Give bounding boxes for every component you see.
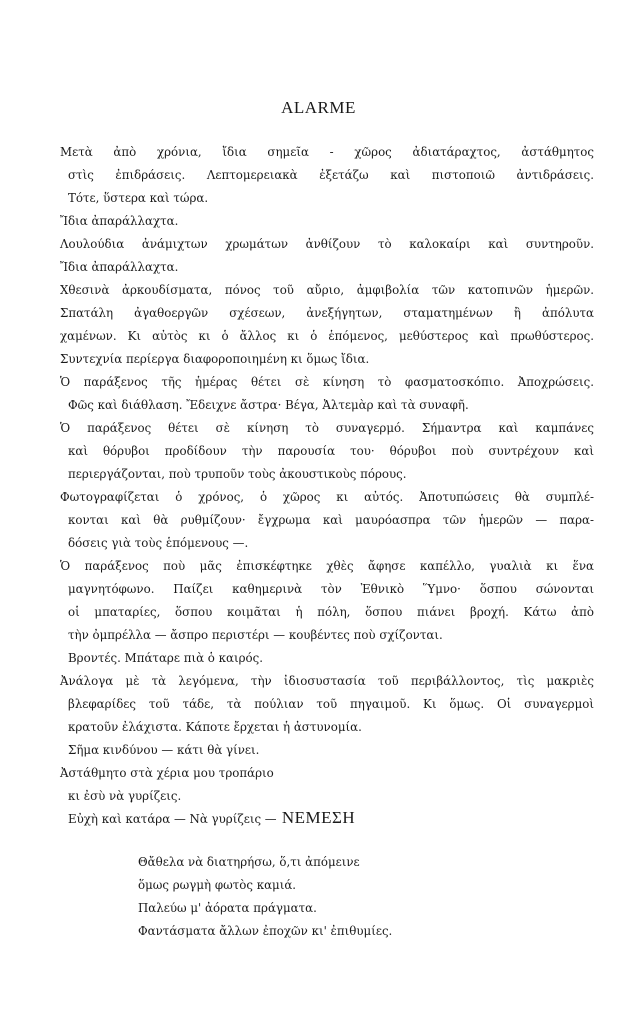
text-line: Συντεχνία περίεργα διαφοροποιημένη κι ὅμως ἴδια. [60,352,370,366]
verse-line: Θἄθελα νὰ διατηρήσω, ὅ,τι ἀπόμεινε [138,855,360,869]
text-line: οἱ μπαταρίες, ὅσπου κοιμᾶται ἡ πόλη, ὅσπου πιάνει βροχή. Κάτω ἀπὸ [68,605,594,619]
text-line: μαγνητόφωνο. Παίζει καθημερινὰ τὸν Ἐθνικὸ Ὕμνο· ὅσπου σώνονται [68,582,594,596]
text-line: Τότε, ὕστερα καὶ τώρα. [68,191,209,205]
text-line: Βροντές. Μπάταρε πιὰ ὁ καιρός. [68,651,264,665]
text-line: Ἀστάθμητο στὰ χέρια μου τροπάριο [60,766,274,780]
poem-title-nemesi: ΝΕΜΕΣΗ [281,808,356,827]
text-line: Μετὰ ἀπὸ χρόνια, ἴδια σημεῖα - χῶρος ἀδιατάραχτος, ἀστάθμητος [60,145,594,159]
verse-line: ὅμως ρωγμὴ φωτὸς καμιά. [138,878,297,892]
text-line: Ἴδια ἀπαράλλαχτα. [60,260,179,274]
text-line: περιεργάζονται, ποὺ τρυποῦν τοὺς ἀκουστικοὺς πόρους. [68,467,407,481]
text-line: Ὁ παράξενος τῆς ἡμέρας θέτει σὲ κίνηση τὸ φασματοσκόπιο. Ἀποχρώσεις. [60,375,594,389]
text-line: Σῆμα κινδύνου — κάτι θὰ γίνει. [68,743,260,757]
text-line: Λουλούδια ἀνάμιχτων χρωμάτων ἀνθίζουν τὸ καλοκαίρι καὶ συντηροῦν. [60,237,594,251]
text-line: τὴν ὀμπρέλλα — ἄσπρο περιστέρι — κουβέντες ποὺ σχίζονται. [68,628,443,642]
text-line: Χθεσινὰ ἀρκουδίσματα, πόνος τοῦ αὔριο, ἀμφιβολία τῶν κατοπινῶν ἡμερῶν. [60,283,594,297]
text-line: Φῶς καὶ διάθλαση. Ἔδειχνε ἄστρα· Βέγα, Ἀλτεμὰρ καὶ τὰ συναφῆ. [68,398,469,412]
poem-nemesi-body [138,851,478,943]
verse-line: Παλεύω μ' ἀόρατα πράγματα. [138,901,317,915]
text-line: κι ἐσὺ νὰ γυρίζεις. [68,789,182,803]
poem-title-alarme: ALARME [281,98,356,117]
text-line: Ἀνάλογα μὲ τὰ λεγόμενα, τὴν ἰδιοσυστασία τοῦ περιβάλλοντος, τὶς μακριὲς [60,674,594,688]
text-line: Σπατάλη ἀγαθοεργῶν σχέσεων, ἀνεξήγητων, σταματημένων ἢ ἀπόλυτα [60,306,594,320]
verse-line: Φαντάσματα ἄλλων ἐποχῶν κι' ἐπιθυμίες. [138,924,393,938]
text-line: κονται καὶ θὰ ρυθμίζουν· ἔγχρωμα καὶ μαυρόασπρα τῶν ἡμερῶν — παρα- [68,513,594,527]
text-line: κρατοῦν ἐλάχιστα. Κάποτε ἔρχεται ἡ ἀστυνομία. [68,720,362,734]
text-line: Ἴδια ἀπαράλλαχτα. [60,214,179,228]
text-line: δόσεις γιὰ τοὺς ἑπόμενους —. [68,536,249,550]
text-line: Εὐχὴ καὶ κατάρα — Νὰ γυρίζεις — [68,812,277,826]
text-line: Ὁ παράξενος ποὺ μᾶς ἐπισκέφτηκε χθὲς ἄφησε καπέλλο, γυαλιὰ κι ἕνα [60,559,594,573]
prose-poem-body [60,141,594,831]
text-line: καὶ θόρυβοι προδίδουν τὴν παρουσία του· θόρυβοι ποὺ συντρέχουν καὶ [68,444,594,458]
text-line: Ὁ παράξενος θέτει σὲ κίνηση τὸ συναγερμό. Σήμαντρα καὶ καμπάνες [60,421,594,435]
text-line: χαμένων. Κι αὐτὸς κι ὁ ἄλλος κι ὁ ἑπόμενος, μεθύστερος καὶ πρωθύστερος. [60,329,594,343]
text-line: στὶς ἐπιδράσεις. Λεπτομερειακὰ ἐξετάζω καὶ πιστοποιῶ ἀντιδράσεις. [68,168,594,182]
text-line: Φωτογραφίζεται ὁ χρόνος, ὁ χῶρος κι αὐτός. Ἀποτυπώσεις θὰ συμπλέ- [60,490,594,504]
text-line: βλεφαρίδες τοῦ τάδε, τὰ πούλιαν τοῦ πηγαιμοῦ. Κι ὅμως. Οἱ συναγερμοὶ [68,697,594,711]
